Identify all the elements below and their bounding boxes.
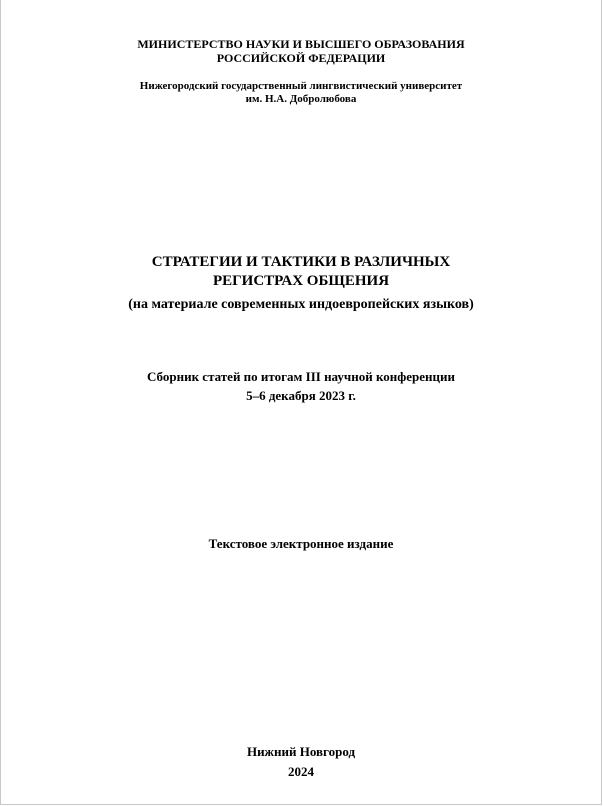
imprint-year: 2024 (288, 764, 314, 779)
collection-info (1, 367, 601, 405)
document-title (1, 253, 601, 291)
title-line-2: РЕГИСТРАХ ОБЩЕНИЯ (212, 273, 390, 289)
ministry-line-1: МИНИСТЕРСТВО НАУКИ И ВЫСШЕГО ОБРАЗОВАНИЯ (137, 37, 465, 51)
university-heading (1, 80, 601, 106)
ministry-line-2: РОССИЙСКОЙ ФЕДЕРАЦИИ (216, 51, 386, 65)
title-line-1: СТРАТЕГИИ И ТАКТИКИ В РАЗЛИЧНЫХ (151, 254, 451, 270)
university-line-2: им. Н.А. Добролюбова (245, 93, 357, 105)
subtitle-text: (на материале современных индоевропейских языков) (128, 297, 474, 312)
edition-label: Текстовое электронное издание (208, 536, 394, 551)
university-line-1: Нижегородский государственный лингвистический университет (139, 80, 463, 92)
collection-date: 5–6 декабря 2023 г. (246, 388, 356, 403)
collection-line-1: Сборник статей по итогам III научной конференции (146, 369, 455, 384)
document-subtitle (1, 296, 601, 314)
edition-type (1, 536, 601, 552)
imprint (1, 742, 601, 782)
ministry-heading (1, 37, 601, 65)
imprint-city: Нижний Новгород (246, 744, 356, 759)
